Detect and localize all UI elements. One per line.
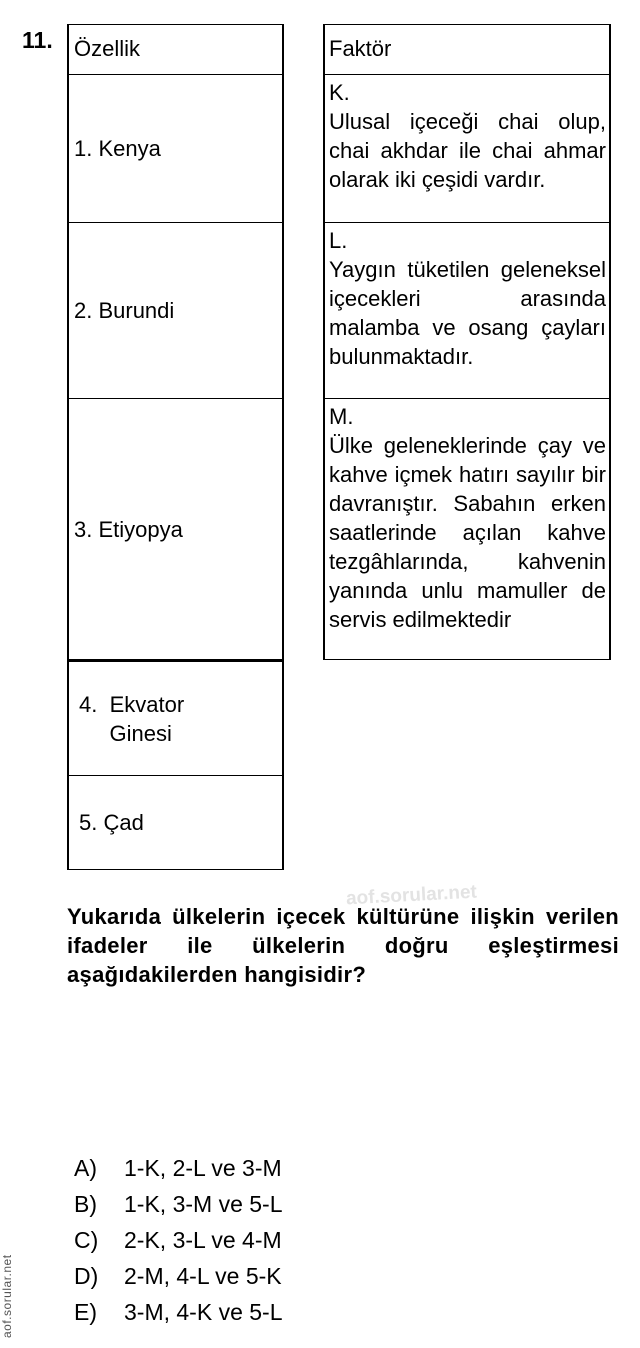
factor-item-l <box>323 222 611 399</box>
feature-item-chad: 5. Çad <box>67 775 284 870</box>
option-e[interactable] <box>74 1298 283 1334</box>
question-text: Yukarıda ülkelerin içecek kültürüne ilişkin verilen ifadeler ile ülkelerin doğru eşleştirmesi aşağıdakilerden hangisidir? <box>67 904 619 987</box>
factor-text: Yaygın tüketilen geleneksel içecekleri arasında malamba ve osang çayları bulunmaktadır. <box>329 257 606 369</box>
factor-item-m <box>323 398 611 660</box>
option-label: A) <box>74 1155 97 1181</box>
factor-text: Ulusal içeceği chai olup, chai akhdar ile chai ahmar olarak iki çeşidi vardır. <box>329 109 606 192</box>
factors-header: Faktör <box>323 24 611 75</box>
option-text: 3-M, 4-K ve 5-L <box>124 1299 283 1325</box>
side-watermark: aof.sorular.net <box>0 1254 14 1338</box>
factor-label: M. <box>329 404 354 429</box>
features-header: Özellik <box>67 24 284 75</box>
option-label: D) <box>74 1263 99 1289</box>
option-text: 1-K, 3-M ve 5-L <box>124 1191 283 1217</box>
option-a[interactable] <box>74 1154 283 1190</box>
watermark: aof.sorular.net <box>345 881 478 910</box>
option-c[interactable] <box>74 1226 283 1262</box>
option-b[interactable] <box>74 1190 283 1226</box>
factor-label: L. <box>329 228 348 253</box>
option-label: E) <box>74 1299 97 1325</box>
factor-label: K. <box>329 80 350 105</box>
feature-item-ethiopia: 3. Etiyopya <box>67 398 284 661</box>
option-d[interactable] <box>74 1262 283 1298</box>
option-label: B) <box>74 1191 97 1217</box>
feature-item-burundi: 2. Burundi <box>67 222 284 399</box>
feature-item-kenya: 1. Kenya <box>67 74 284 223</box>
option-text: 2-K, 3-L ve 4-M <box>124 1227 282 1253</box>
factor-text: Ülke geleneklerinde çay ve kahve içmek hatırı sayılır bir davranıştır. Sabahın erken saatlerinde açılan kahve tezgâhlarında, kahvenin yanında unlu mamuller de servis edilmektedir <box>329 433 606 632</box>
factor-item-k <box>323 74 611 223</box>
option-label: C) <box>74 1227 99 1253</box>
option-text: 2-M, 4-L ve 5-K <box>124 1263 282 1289</box>
option-text: 1-K, 2-L ve 3-M <box>124 1155 282 1181</box>
answer-options <box>74 1154 283 1334</box>
question-number: 11. <box>22 27 53 53</box>
feature-item-equatorial-guinea: 4. Ekvator Ginesi <box>67 659 284 776</box>
